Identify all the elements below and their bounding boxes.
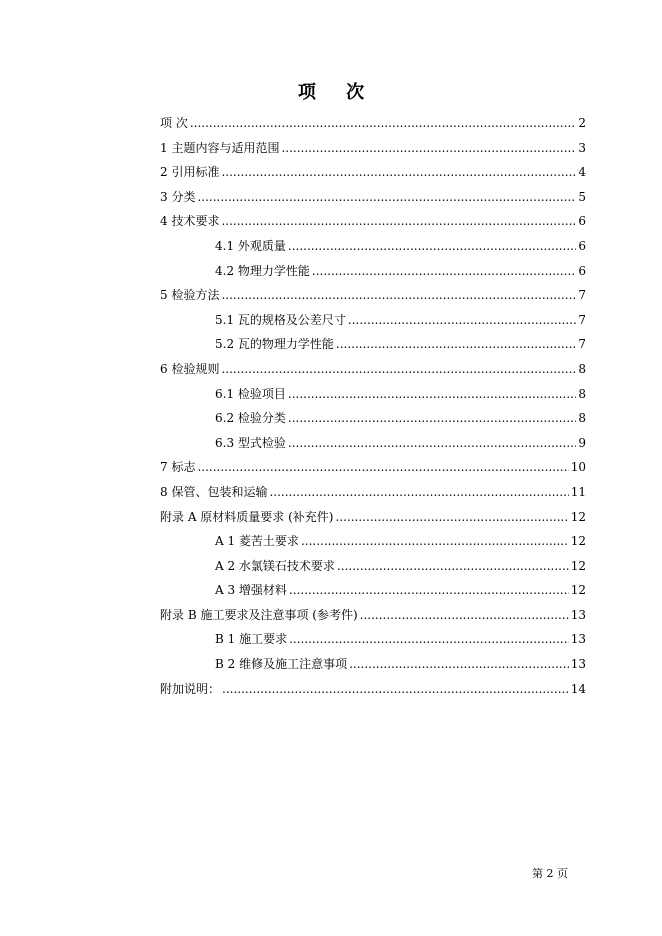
- toc-entry-page-number: 12: [570, 509, 586, 524]
- dot-leader: [221, 209, 576, 234]
- dot-leader: [288, 382, 576, 407]
- dot-leader: [221, 357, 576, 382]
- toc-entry[interactable]: [160, 431, 586, 456]
- toc-entry-label: 5.1 瓦的规格及公差尺寸: [215, 312, 346, 327]
- toc-entry-page-number: 2: [578, 116, 586, 130]
- toc-entry-label: B 1 施工要求: [215, 632, 288, 647]
- toc-entry-page-number: 12: [570, 558, 586, 573]
- toc-entry-label: B 2 维修及施工注意事项: [215, 657, 348, 672]
- toc-entry-label: 6.2 检验分类: [215, 411, 286, 426]
- toc-entry[interactable]: [160, 603, 586, 628]
- toc-entry-page-number: 8: [578, 361, 586, 376]
- toc-entry-page-number: 13: [570, 607, 586, 622]
- toc-entry-page-number: 5: [578, 189, 586, 204]
- toc-entry[interactable]: [160, 357, 586, 382]
- toc-entry[interactable]: [160, 382, 586, 407]
- toc-entry[interactable]: [160, 308, 586, 333]
- toc-entry-label: 4.2 物理力学性能: [215, 263, 310, 278]
- toc-entry-label: A 2 水氯镁石技术要求: [215, 558, 335, 573]
- page-title: 项 次: [297, 82, 377, 103]
- toc-entry-label: A 3 增强材料: [215, 583, 287, 598]
- toc-entry[interactable]: [160, 578, 586, 603]
- toc-entry[interactable]: [160, 480, 586, 505]
- toc-entry-label: 1 主题内容与适用范围: [160, 140, 280, 155]
- toc-entry-page-number: 13: [570, 632, 586, 647]
- dot-leader: [190, 111, 577, 136]
- dot-leader: [348, 308, 576, 333]
- toc-entry-label: 附录 B 施工要求及注意事项 (参考件): [160, 607, 358, 622]
- dot-leader: [221, 160, 576, 185]
- toc-entry[interactable]: [160, 627, 586, 652]
- dot-leader: [197, 185, 576, 210]
- dot-leader: [288, 406, 576, 431]
- toc-entry[interactable]: [160, 455, 586, 480]
- toc-entry-page-number: 4: [578, 165, 586, 180]
- toc-entry-label: 附录 A 原材料质量要求 (补充件): [160, 509, 334, 524]
- toc-entry-page-number: 3: [578, 140, 586, 155]
- toc-entry-label: 8 保管、包装和运输: [160, 484, 268, 499]
- toc-entry[interactable]: [160, 259, 586, 284]
- dot-leader: [312, 259, 576, 284]
- toc-entry[interactable]: [160, 209, 586, 234]
- toc-entry[interactable]: [160, 332, 586, 357]
- dot-leader: [289, 578, 569, 603]
- dot-leader: [269, 480, 568, 505]
- toc-entry[interactable]: [160, 111, 586, 136]
- toc-entry-label: 6.3 型式检验: [215, 435, 286, 450]
- toc-entry-page-number: 13: [570, 657, 586, 672]
- dot-leader: [288, 431, 576, 456]
- toc-entry[interactable]: [160, 529, 586, 554]
- toc-entry-page-number: 7: [578, 312, 586, 327]
- toc-entry-page-number: 10: [570, 460, 586, 475]
- toc-entry[interactable]: [160, 283, 586, 308]
- toc-entry-label: 4.1 外观质量: [215, 238, 286, 253]
- toc-entry-label: A 1 菱苦土要求: [215, 534, 299, 549]
- toc-entry-page-number: 7: [578, 337, 586, 352]
- toc-entry-label: 5 检验方法: [160, 288, 220, 303]
- dot-leader: [336, 332, 576, 357]
- dot-leader: [197, 455, 568, 480]
- toc-entry-page-number: 6: [578, 214, 586, 229]
- toc-entry-page-number: 8: [578, 411, 586, 426]
- toc-entry-page-number: 11: [570, 484, 586, 499]
- dot-leader: [360, 603, 569, 628]
- toc-entry-label: 5.2 瓦的物理力学性能: [215, 337, 334, 352]
- toc-entry-label: 6.1 检验项目: [215, 386, 286, 401]
- toc-entry[interactable]: [160, 652, 586, 677]
- toc-entry-page-number: 6: [578, 238, 586, 253]
- toc-entry-page-number: 8: [578, 386, 586, 401]
- toc-entry-label: 7 标志: [160, 460, 196, 475]
- toc-entry[interactable]: [160, 160, 586, 185]
- toc-entry[interactable]: [160, 406, 586, 431]
- toc-entry[interactable]: [160, 677, 586, 702]
- dot-leader: [349, 652, 569, 677]
- dot-leader: [335, 505, 568, 530]
- dot-leader: [289, 627, 569, 652]
- toc-entry[interactable]: [160, 136, 586, 161]
- toc-entry-label: 6 检验规则: [160, 361, 220, 376]
- toc-entry-page-number: 12: [570, 583, 586, 598]
- toc-entry[interactable]: [160, 234, 586, 259]
- dot-leader: [221, 283, 576, 308]
- table-of-contents: [160, 111, 586, 701]
- dot-leader: [301, 529, 569, 554]
- toc-entry-label: 4 技术要求: [160, 214, 220, 229]
- toc-entry-label: 3 分类: [160, 189, 196, 204]
- toc-entry-page-number: 14: [570, 681, 586, 696]
- toc-entry-label: 项 次: [160, 116, 188, 130]
- toc-entry[interactable]: [160, 554, 586, 579]
- toc-entry-page-number: 12: [570, 534, 586, 549]
- toc-entry-label: 附加说明：: [160, 681, 221, 696]
- dot-leader: [281, 136, 576, 161]
- dot-leader: [288, 234, 576, 259]
- toc-entry-page-number: 9: [578, 435, 586, 450]
- dot-leader: [222, 677, 569, 702]
- toc-entry-page-number: 7: [578, 288, 586, 303]
- toc-entry-page-number: 6: [578, 263, 586, 278]
- toc-entry-label: 2 引用标准: [160, 165, 220, 180]
- toc-entry[interactable]: [160, 505, 586, 530]
- page-number-footer: 第 2 页: [532, 867, 568, 880]
- dot-leader: [337, 554, 569, 579]
- toc-entry[interactable]: [160, 185, 586, 210]
